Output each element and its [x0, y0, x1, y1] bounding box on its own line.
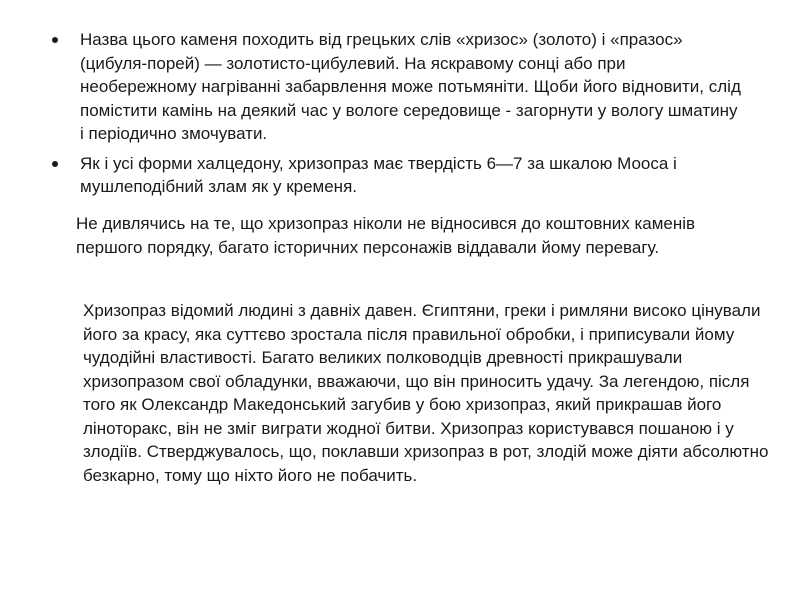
bullet-item-name-origin — [52, 28, 742, 146]
bullet-item-hardness — [52, 152, 742, 199]
bullet-dot-icon — [52, 161, 58, 167]
paragraph-historical-figures: Не дивлячись на те, що хризопраз ніколи не відносився до коштовних каменів першого порядку, багато історичних персонажів віддавали йому перевагу. — [76, 214, 696, 257]
bullet-dot-icon — [52, 37, 58, 43]
bullet-text: Назва цього каменя походить від грецьких слів «хризос» (золото) і «празос» (цибуля-порей) — золотисто-цибулевий. На яскравому сонці або при необережному нагріванні забарвлення може потьмяніти. Щоби його відновити, слід помістити камінь на деякий час у вологе середовище - загорнути у вологу шматину і періодично змочувати. — [80, 30, 741, 143]
paragraph-history: Хризопраз відомий людині з давніх давен. Єгиптяни, греки і римляни високо цінували його за красу, яка суттєво зростала після правильної обробки, і приписували йому чудодійні властивості. Багато великих полководців древності прикрашували хризопразом свої обладунки, вважаючи, що він приносить удачу. За легендою, після того як Олександр Македонський загубив у бою хризопраз, який прикрашав його ліноторакс, він не зміг виграти жодної битви. Хризопраз користувався пошаною і у злодіїв. Стверджувалось, що, поклавши хризопраз в рот, злодій може діяти абсолютно безкарно, тому що ніхто його не побачить. — [83, 301, 769, 485]
bullet-list — [52, 28, 742, 205]
bullet-text: Як і усі форми халцедону, хризопраз має твердість 6—7 за шкалою Мооса і мушлеподібний злам як у кременя. — [80, 153, 677, 196]
